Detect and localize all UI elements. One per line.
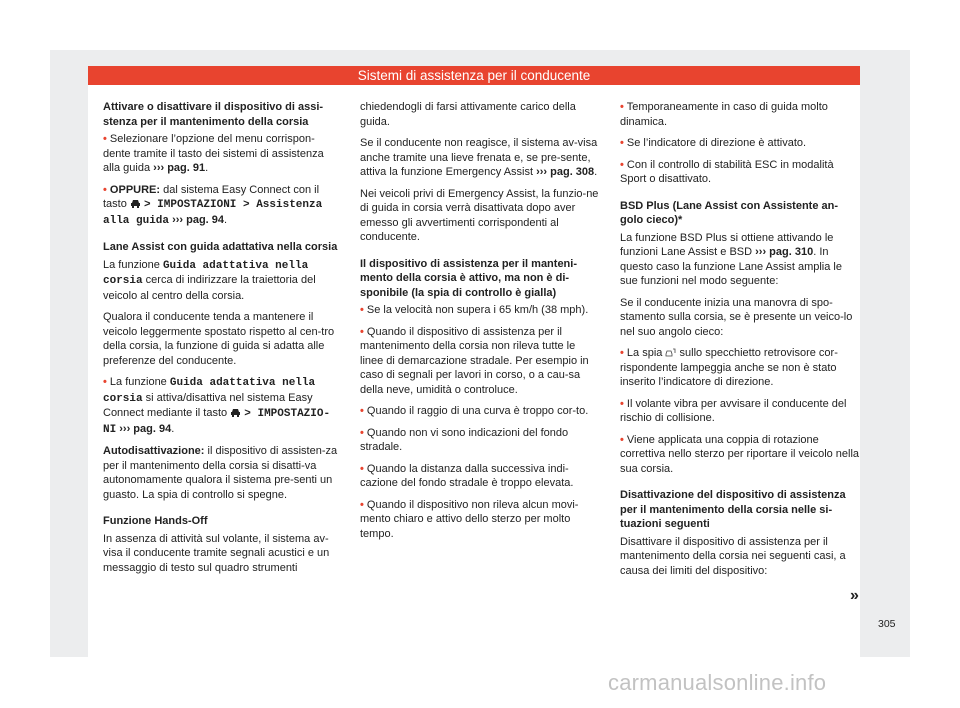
list-item: • Quando la distanza dalla successiva indi-cazione del fondo stradale è troppo elevata. xyxy=(360,462,574,489)
page-ref[interactable]: ››› pag. 94 xyxy=(172,213,225,226)
paragraph: La funzione Guida adattativa nella corsia cerca di indirizzare la traiettoria del veicolo al centro della corsia. xyxy=(103,258,316,302)
list-item: • Quando il dispositivo di assistenza per il mantenimento della corsia non rileva tutte le linee di demarcazione stradale. Per esempio in caso di segnali per lavori in corso, o a cau-sa della neve, umidità o controluce. xyxy=(360,325,589,396)
list-item: • Quando il dispositivo non rileva alcun movi-mento chiaro e attivo dello sterzo per molto tempo. xyxy=(360,498,579,540)
list-item: • Temporaneamente in caso di guida molto dinamica. xyxy=(620,101,828,128)
list-item: • Quando non vi sono indicazioni del fondo stradale. xyxy=(360,426,569,453)
page-ref[interactable]: ››› pag. 310 xyxy=(755,246,814,258)
bullet-dot: • xyxy=(620,397,624,410)
paragraph: chiedendogli di farsi attivamente carico della guida. xyxy=(360,101,576,128)
bullet-dot: • xyxy=(103,133,107,145)
column-1 xyxy=(103,100,339,582)
bullet-dot: • xyxy=(360,325,364,338)
bullet-dot: • xyxy=(620,101,624,113)
bullet-dot: • xyxy=(620,433,624,446)
bullet-dot: • xyxy=(103,183,107,196)
heading-bsd-plus: BSD Plus (Lane Assist con Assistente an-golo cieco)* xyxy=(620,199,839,226)
list-item: • Viene applicata una coppia di rotazione correttiva nello sterzo per riportare il veicolo nella sua corsia. xyxy=(620,433,860,475)
list-item: • Il volante vibra per avvisare il conducente del rischio di collisione. xyxy=(620,397,847,424)
bullet-dot: • xyxy=(360,462,364,475)
bullet-oppure: • OPPURE: dal sistema Easy Connect con il tasto > IMPOSTAZIONI > Assistenza alla guida ››› pag. 94. xyxy=(103,183,323,227)
watermark: carmanualsonline.info xyxy=(608,670,827,695)
paragraph: In assenza di attività sul volante, il sistema av-visa il conducente tramite segnali acustici e un messaggio di testo sul quadro strumenti xyxy=(103,532,330,574)
list-item: • Quando il raggio di una curva è troppo cor-to. xyxy=(360,405,589,417)
paragraph: Se il conducente inizia una manovra di spo-stamento sulla corsia, se è presente un veico-lo nel suo angolo cieco: xyxy=(620,296,853,338)
heading-activate: Attivare o disattivare il dispositivo di assi-stenza per il mantenimento della corsia xyxy=(103,101,324,128)
column-3 xyxy=(620,100,860,585)
continue-mark: » xyxy=(850,587,859,604)
column-2 xyxy=(360,100,600,548)
paragraph-autodisattivazione: Autodisattivazione: il dispositivo di assisten-za per il mantenimento della corsia si disatti-va autonomamente qualora il sistema pre-senti un guasto. La spia di controllo si spegne. xyxy=(103,445,338,501)
list-item: • Con il controllo di stabilità ESC in modalità Sport o disattivato. xyxy=(620,158,834,185)
heading-hands-off: Funzione Hands-Off xyxy=(103,515,208,527)
bullet-dot: • xyxy=(620,158,624,171)
page-ref[interactable]: ››› pag. 94 xyxy=(119,422,172,435)
paragraph: La funzione BSD Plus si ottiene attivando le funzioni Lane Assist e BSD ››› pag. 310. In questo caso la funzione Lane Assist amplia le sue funzioni nel modo seguente: xyxy=(620,231,842,287)
blind-spot-warning-icon xyxy=(665,348,676,357)
page-ref[interactable]: ››› pag. 308 xyxy=(536,166,595,178)
bullet-dot: • xyxy=(103,376,107,388)
bullet-dot: • xyxy=(360,498,364,511)
section-header: Sistemi di assistenza per il conducente xyxy=(88,66,860,85)
paragraph: Qualora il conducente tenda a mantenere il veicolo leggermente spostato rispetto al cen-tro della corsia, la funzione di guida si adatta alle preferenze del conducente. xyxy=(103,311,335,367)
car-menu-icon xyxy=(130,199,141,208)
bullet-dot: • xyxy=(620,347,624,359)
heading-lane-assist: Lane Assist con guida adattativa nella corsia xyxy=(103,241,338,253)
bullet-dot: • xyxy=(360,405,364,417)
heading-unavailable: Il dispositivo di assistenza per il manteni-mento della corsia è attivo, ma non è di-sponibile (la spia di controllo è gialla) xyxy=(360,257,577,299)
page-ref[interactable]: ››› pag. 91 xyxy=(153,162,206,174)
heading-disattivazione: Disattivazione del dispositivo di assistenza per il mantenimento della corsia nelle si-tuazioni seguenti xyxy=(620,489,846,530)
list-item: • Se la velocità non supera i 65 km/h (38 mph). xyxy=(360,304,589,316)
car-menu-icon xyxy=(230,408,241,417)
bullet-dot: • xyxy=(620,137,624,149)
paragraph: Disattivare il dispositivo di assistenza per il mantenimento della corsia nei seguenti casi, a causa dei limiti del dispositivo: xyxy=(620,535,846,577)
bullet-dot: • xyxy=(360,426,364,439)
list-item: • La spia sullo specchietto retrovisore cor-rispondente lampeggia anche se non è stato inserito l’indicatore di direzione. xyxy=(620,347,838,388)
list-item: • Se l’indicatore di direzione è attivato. xyxy=(620,137,807,149)
page-number: 305 xyxy=(878,618,896,630)
bullet-function-toggle: • La funzione Guida adattativa nella corsia si attiva/disattiva nel sistema Easy Connect mediante il tasto > IMPOSTAZIO-NI ››› pag. 94. xyxy=(103,376,331,436)
paragraph: Se il conducente non reagisce, il sistema av-visa anche tramite una lieve frenata e, se pre-sente, attiva la funzione Emergency Assist ››› pag. 308. xyxy=(360,137,598,178)
bullet-dot: • xyxy=(360,304,364,316)
bullet-select-menu: • Selezionare l’opzione del menu corrispon-dente tramite il tasto dei sistemi di assistenza alla guida ››› pag. 91. xyxy=(103,133,324,174)
paragraph: Nei veicoli privi di Emergency Assist, la funzio-ne di guida in corsia verrà disattivata dopo aver emesso gli avvertimenti corrispondenti al conducente. xyxy=(360,187,599,243)
